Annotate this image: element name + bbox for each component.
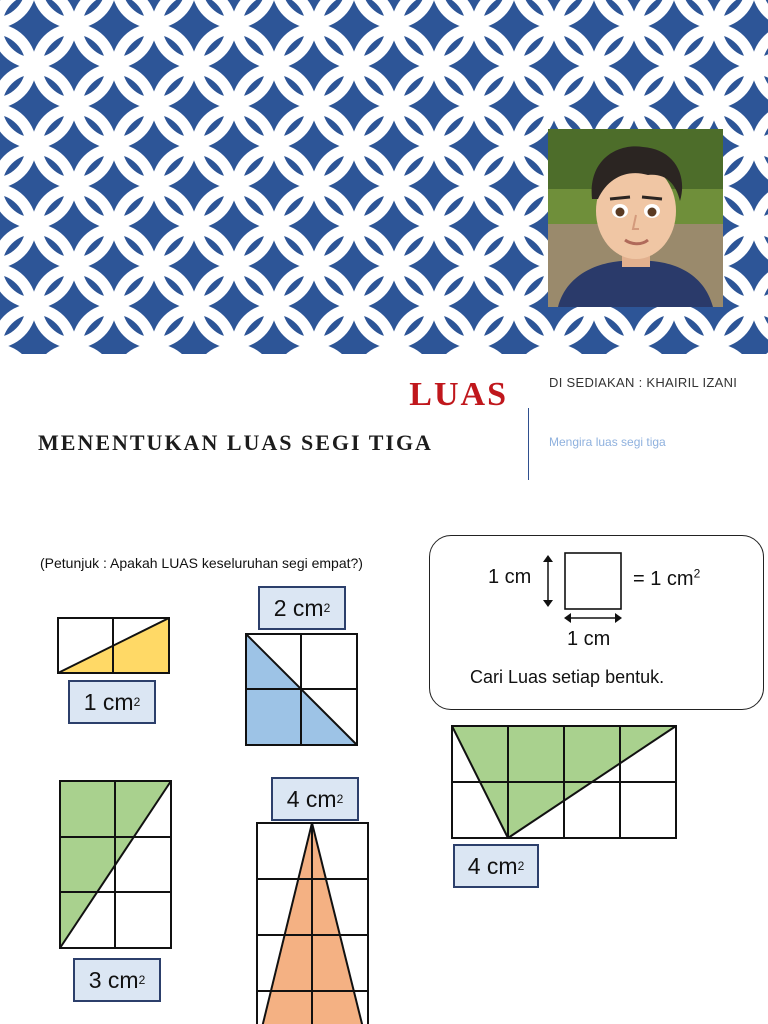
legend-vertical-side: 1 cm — [488, 566, 532, 588]
page-title: LUAS — [409, 376, 508, 413]
answer-badge-yellow: 1 cm 2 — [68, 680, 156, 724]
double-arrow-icon — [542, 553, 554, 609]
answer-badge-green-wide: 4 cm 2 — [453, 844, 539, 888]
yellow-triangle-shape — [57, 617, 170, 674]
legend-horizontal-side: 1 cm — [567, 628, 611, 650]
author-credit: DI SEDIAKAN : KHAIRIL IZANI — [549, 375, 738, 390]
horizontal-arrow-icon — [562, 612, 624, 624]
green-wide-triangle-shape — [451, 725, 677, 839]
answer-badge-orange: 4 cm 2 — [271, 777, 359, 821]
unit-square — [564, 552, 622, 610]
green-tall-triangle-shape — [59, 780, 172, 949]
answer-badge-blue: 2 cm 2 — [258, 586, 346, 630]
legend-equals: = 1 $cm^2$ — [633, 566, 701, 590]
tagline: Mengira luas segi tiga — [549, 435, 666, 449]
title-divider — [528, 408, 529, 480]
orange-triangle-shape — [256, 822, 369, 1024]
blue-triangle-shape — [245, 633, 358, 746]
portrait-photo — [548, 129, 723, 307]
hint-text: (Petunjuk : Apakah LUAS keseluruhan segi empat?) — [40, 555, 363, 571]
legend-box — [429, 535, 764, 710]
page-subtitle: MENENTUKAN LUAS SEGI TIGA — [38, 430, 433, 455]
answer-badge-green-tall: 3 cm 2 — [73, 958, 161, 1002]
legend-instruction: Cari Luas setiap bentuk. — [470, 667, 665, 687]
